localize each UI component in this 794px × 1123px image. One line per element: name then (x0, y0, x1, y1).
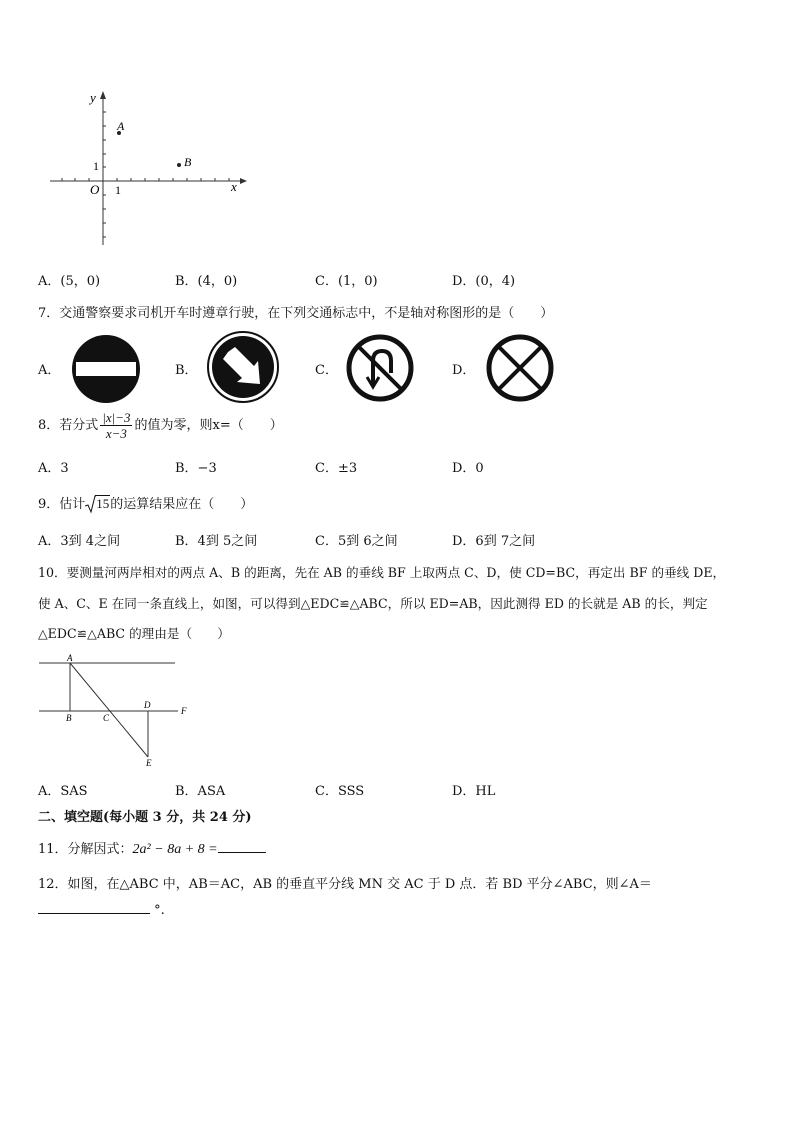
q8-suffix: 的值为零，则x=（ ） (134, 418, 283, 433)
label-e: E (146, 758, 152, 768)
q8-denominator: x−3 (105, 426, 127, 441)
q8-option-a: A．3 (38, 461, 69, 476)
x-axis-label: x (231, 179, 237, 194)
q10-line-2: 使 A、C、E 在同一条直线上，如图，可以得到△EDC≌△ABC，所以 ED=AB，因此测得 ED 的长就是 AB 的长，判定 (38, 596, 708, 611)
river-figure (35, 652, 195, 770)
point-a-label: A (117, 119, 125, 133)
q8-option-b: B．−3 (175, 461, 217, 476)
y-axis-label: y (90, 90, 96, 105)
q12-line-1: 12．如图，在△ABC 中，AB＝AC，AB 的垂直平分线 MN 交 AC 于 D 点．若 BD 平分∠ABC，则∠A＝ (38, 877, 652, 892)
radical-sign-icon (85, 495, 96, 514)
q9-option-d: D．6到 7之间 (452, 534, 536, 549)
point-b (177, 163, 181, 167)
label-c: C (103, 713, 110, 723)
q6-option-c: C．(1，0) (315, 274, 378, 289)
section-2-heading: 二、填空题(每小题 3 分，共 24 分) (38, 810, 252, 825)
y-tick-label: 1 (93, 159, 99, 173)
q10-line-1: 10．要测量河两岸相对的两点 A、B 的距离，先在 AB 的垂线 BF 上取两点 C、D，使 CD=BC，再定出 BF 的垂线 DE， (38, 565, 726, 580)
q11-expression: 2a² − 8a + 8 = (132, 842, 218, 857)
no-u-turn-sign-icon (345, 333, 415, 403)
q6-option-a: A．(5，0) (38, 274, 101, 289)
q9-sqrt (85, 496, 110, 512)
q10-option-d: D．HL (452, 784, 496, 799)
q6-option-b: B．(4，0) (175, 274, 238, 289)
q9-option-a: A．3到 4之间 (38, 534, 121, 549)
q9-option-b: B．4到 5之间 (175, 534, 258, 549)
q8-stem (38, 410, 283, 441)
point-b-label: B (184, 155, 192, 169)
origin-label: O (90, 182, 100, 197)
q8-fraction (100, 410, 132, 441)
q9-prefix: 9．估计 (38, 497, 86, 512)
x-tick-label: 1 (115, 183, 121, 197)
coordinate-figure (45, 85, 250, 250)
q12-line-2 (38, 903, 165, 918)
q9-suffix: 的运算结果应在（ ） (110, 497, 254, 512)
q7-label-c: C． (315, 363, 338, 378)
label-b: B (66, 713, 72, 723)
q11-stem (38, 838, 266, 858)
q10-option-b: B．ASA (175, 784, 226, 799)
q12-unit: °. (154, 903, 165, 918)
q11-answer-blank[interactable] (218, 852, 266, 853)
label-a: A (67, 653, 73, 663)
q8-prefix: 8．若分式 (38, 418, 99, 433)
y-axis-arrow-icon (100, 91, 106, 99)
no-stopping-sign-icon (485, 333, 555, 403)
q10-option-a: A．SAS (38, 784, 88, 799)
q10-option-c: C．SSS (315, 784, 365, 799)
q6-option-d: D．(0，4) (452, 274, 516, 289)
q11-prefix: 11．分解因式： (38, 842, 133, 857)
label-f: F (181, 706, 187, 716)
label-d: D (144, 700, 151, 710)
x-axis-arrow-icon (240, 178, 247, 184)
q10-line-3: △EDC≌△ABC 的理由是（ ） (38, 626, 230, 641)
q8-option-c: C．±3 (315, 461, 358, 476)
q7-label-b: B． (175, 363, 198, 378)
keep-right-arrow-sign-icon (206, 330, 280, 404)
q9-stem (38, 493, 253, 512)
q7-label-a: A． (38, 363, 61, 378)
q12-answer-blank[interactable] (38, 913, 150, 914)
q8-numerator: |x|−3 (102, 410, 131, 425)
q7-label-d: D． (452, 363, 476, 378)
q7-stem: 7．交通警察要求司机开车时遵章行驶，在下列交通标志中，不是轴对称图形的是（ ） (38, 306, 554, 321)
q9-radicand: 15 (96, 496, 110, 511)
q9-option-c: C．5到 6之间 (315, 534, 398, 549)
segment-ae (70, 663, 148, 757)
no-entry-sign-icon (70, 333, 142, 405)
q8-option-d: D．0 (452, 461, 484, 476)
